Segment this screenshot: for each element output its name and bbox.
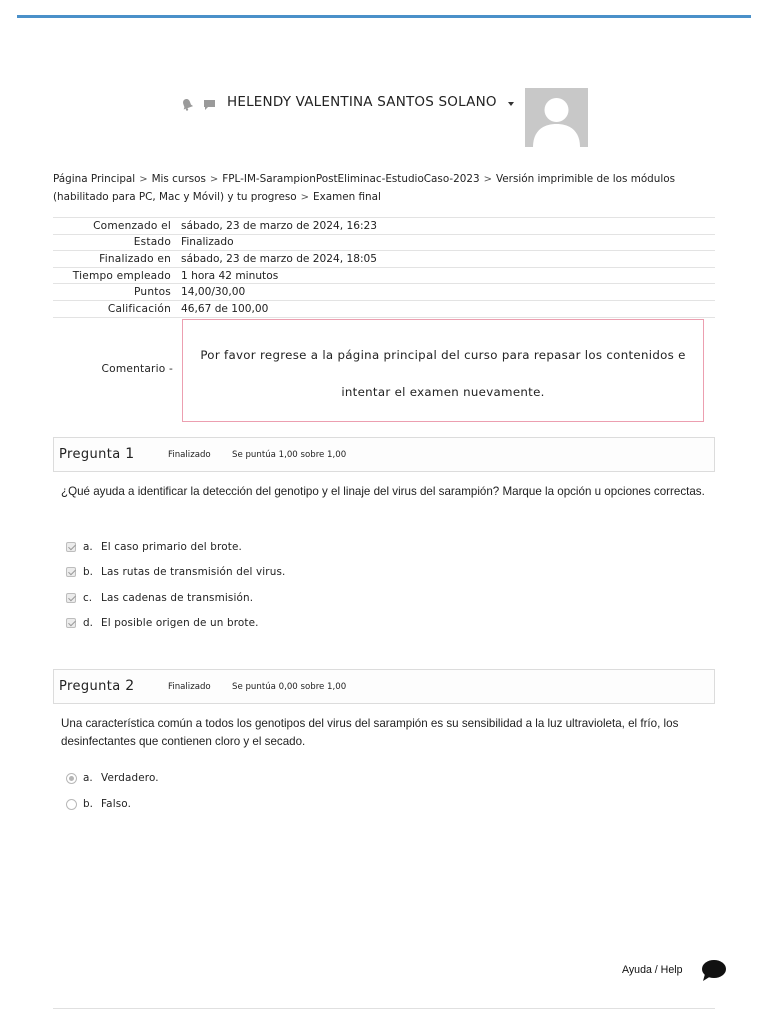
option-letter: d. [83, 617, 93, 629]
comment-label: Comentario - [101, 363, 173, 375]
radio-unselected-icon[interactable] [66, 799, 77, 810]
summary-value: sábado, 23 de marzo de 2024, 18:05 [178, 251, 715, 268]
option-text: El caso primario del brote. [101, 541, 242, 553]
attempt-summary-table [53, 217, 715, 318]
avatar[interactable] [525, 88, 588, 147]
summary-label: Finalizado en [53, 251, 178, 268]
table-row [53, 218, 715, 235]
breadcrumb [53, 171, 715, 206]
question-prefix: Pregunta [59, 447, 121, 462]
summary-value: 1 hora 42 minutos [178, 267, 715, 284]
user-menu-area [0, 88, 768, 148]
summary-value: 46,67 de 100,00 [178, 300, 715, 317]
breadcrumb-item-module[interactable]: Versión imprimible de los módulos (habilitado para PC, Mac y Móvil) y tu progreso [53, 173, 676, 203]
question-2-header [53, 669, 715, 704]
option-text: Las cadenas de transmisión. [101, 592, 254, 604]
comment-line: Por favor regrese a la página principal del curso para repasar los contenidos e [200, 348, 686, 362]
radio-selected-icon[interactable] [66, 773, 77, 784]
chevron-right-icon: > [139, 174, 148, 185]
question-2-text: Una característica común a todos los genotipos del virus del sarampión es su sensibilidad a la luz ultravioleta, el frío, los desinfectantes que contienen cloro y el secado. [61, 717, 679, 748]
chat-bubble-icon[interactable] [701, 959, 727, 983]
summary-label: Comenzado el [53, 218, 178, 235]
question-state: Finalizado [168, 682, 211, 692]
question-number-value: 2 [125, 678, 135, 694]
option-text: El posible origen de un brote. [101, 617, 259, 629]
help-link[interactable]: Ayuda / Help [622, 964, 683, 976]
table-row [53, 300, 715, 317]
breadcrumb-item-my-courses[interactable]: Mis cursos [151, 173, 206, 185]
option-text: Las rutas de transmisión del virus. [101, 566, 286, 578]
summary-value: 14,00/30,00 [178, 284, 715, 301]
question-number [59, 446, 135, 462]
breadcrumb-item-home[interactable]: Página Principal [53, 173, 136, 185]
top-accent-bar [17, 15, 751, 18]
feedback-comment-box [182, 319, 704, 422]
summary-label: Calificación [53, 300, 178, 317]
option-letter: b. [83, 798, 93, 810]
question-state: Finalizado [168, 450, 211, 460]
checkbox-checked-icon[interactable] [66, 542, 76, 552]
question-1-header [53, 437, 715, 472]
summary-label: Estado [53, 234, 178, 251]
summary-value: Finalizado [178, 234, 715, 251]
summary-label: Puntos [53, 284, 178, 301]
option-text: Verdadero. [101, 772, 159, 784]
option-letter: b. [83, 566, 93, 578]
table-row [53, 267, 715, 284]
option-letter: a. [83, 541, 93, 553]
table-row [53, 251, 715, 268]
option-letter: c. [83, 592, 93, 604]
user-menu-caret-icon[interactable] [508, 102, 514, 106]
notification-bell-icon[interactable] [181, 96, 193, 109]
summary-value: sábado, 23 de marzo de 2024, 16:23 [178, 218, 715, 235]
question-number-value: 1 [125, 446, 135, 462]
question-grade: Se puntúa 0,00 sobre 1,00 [232, 682, 347, 692]
question-1-text: ¿Qué ayuda a identificar la detección del genotipo y el linaje del virus del sarampión? Marque la opción u opciones correctas. [61, 485, 705, 498]
chevron-right-icon: > [209, 174, 219, 185]
option-text: Falso. [101, 798, 132, 810]
question-grade: Se puntúa 1,00 sobre 1,00 [232, 450, 347, 460]
question-number [59, 678, 135, 694]
chevron-right-icon: > [300, 191, 309, 203]
table-row [53, 234, 715, 251]
option-letter: a. [83, 772, 93, 784]
breadcrumb-item-course[interactable]: FPL-IM-SarampionPostEliminac-EstudioCaso-2023 [222, 173, 480, 185]
messages-icon[interactable] [203, 96, 216, 108]
footer-divider [53, 1008, 715, 1009]
table-row [53, 284, 715, 301]
summary-label: Tiempo empleado [53, 267, 178, 284]
checkbox-checked-icon[interactable] [66, 618, 76, 628]
checkbox-checked-icon[interactable] [66, 567, 76, 577]
question-prefix: Pregunta [59, 679, 121, 694]
comment-line: intentar el examen nuevamente. [341, 384, 545, 399]
user-name[interactable]: HELENDY VALENTINA SANTOS SOLANO [227, 94, 497, 110]
checkbox-checked-icon[interactable] [66, 593, 76, 603]
chevron-right-icon: > [483, 174, 492, 185]
breadcrumb-item-current[interactable]: Examen final [313, 190, 381, 203]
